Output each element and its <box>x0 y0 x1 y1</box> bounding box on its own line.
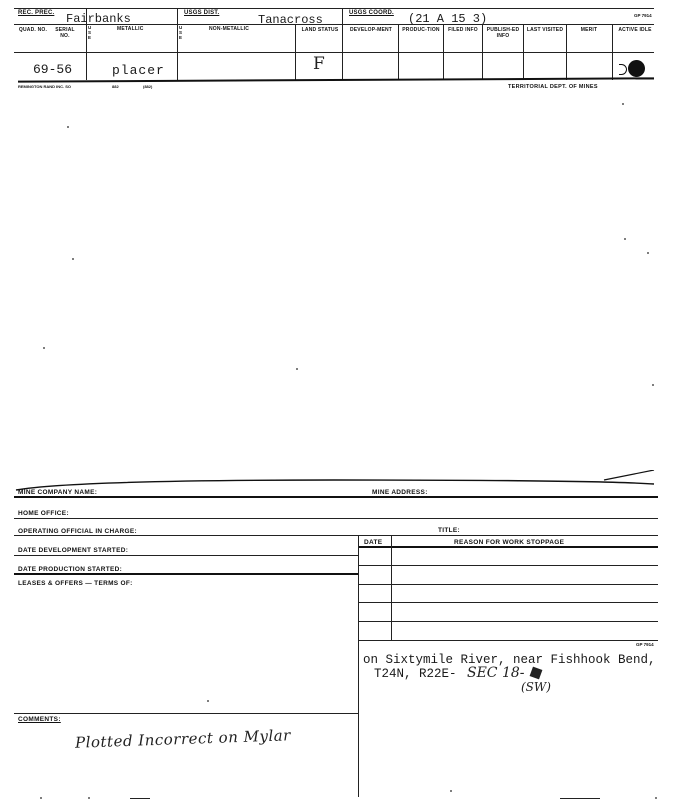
speck <box>647 252 649 254</box>
speck <box>450 790 452 792</box>
divider <box>86 8 87 80</box>
non-metallic-label: NON-METALLIC <box>209 26 250 32</box>
land-status-value: F <box>313 54 325 74</box>
usgs-coord-value: (21 A 15 3) <box>408 12 488 26</box>
leases-label: LEASES & OFFERS — TERMS OF: <box>18 580 133 587</box>
use-label-b: U S E <box>179 25 183 40</box>
mine-company-label: MINE COMPANY NAME: <box>18 489 98 496</box>
row-line <box>14 573 358 575</box>
mine-address-label: MINE ADDRESS: <box>372 489 428 496</box>
usgs-dist-value: Tanacross <box>258 13 323 27</box>
serial-label: SERIAL NO. <box>55 27 75 39</box>
comments-top-line <box>14 713 358 714</box>
develop-label: DEVELOP-MENT <box>349 27 393 33</box>
speck <box>296 368 298 370</box>
usgs-coord-label: USGS COORD. <box>349 10 394 16</box>
bottom-mark <box>560 798 600 799</box>
date-prod-label: DATE PRODUCTION STARTED: <box>18 566 123 573</box>
check-mark-icon <box>619 64 627 75</box>
operating-official-label: OPERATING OFFICIAL IN CHARGE: <box>18 528 137 535</box>
land-status-label: LAND STATUS <box>301 27 339 33</box>
sw-handwritten: (SW) <box>521 680 551 694</box>
divider <box>342 8 343 80</box>
printer-code-a: 882 <box>112 84 119 89</box>
filed-info-label: FILED INFO <box>448 27 478 33</box>
reason-row <box>358 584 658 585</box>
speck <box>655 797 657 799</box>
top-border <box>14 8 654 9</box>
reason-row <box>358 565 658 566</box>
form-number-top: GP 7914 <box>634 13 652 18</box>
reason-header-line <box>358 546 658 548</box>
reason-row <box>358 602 658 603</box>
last-visited-label: LAST VISITED <box>526 27 564 33</box>
punch-hole-icon <box>628 60 645 77</box>
date-col-divider <box>391 535 392 640</box>
top-curve-border <box>14 470 658 494</box>
active-idle-label: ACTIVE IDLE <box>618 27 652 33</box>
quad-serial-value: 69-56 <box>33 62 73 77</box>
quad-label: QUAD. NO. <box>18 27 48 33</box>
speck <box>43 347 45 349</box>
speck <box>67 126 69 128</box>
use-label-a: U S E <box>88 25 92 40</box>
location-line2: T24N, R22E- <box>374 667 457 681</box>
merit-label: MERIT <box>580 27 598 33</box>
scribble-mark-icon <box>530 667 543 680</box>
metallic-label: METALLIC <box>117 26 144 32</box>
speck <box>207 700 209 702</box>
home-office-label: HOME OFFICE: <box>18 510 69 517</box>
bottom-mark <box>130 798 150 799</box>
speck <box>40 797 42 799</box>
row-line <box>14 518 658 519</box>
row-divider <box>14 52 654 53</box>
speck <box>88 797 90 799</box>
form-number-bottom: GP 7914 <box>636 642 654 647</box>
reason-label: REASON FOR WORK STOPPAGE <box>454 539 565 546</box>
speck <box>652 384 654 386</box>
divider <box>177 8 178 80</box>
usgs-dist-label: USGS DIST. <box>184 10 220 16</box>
location-line1: on Sixtymile River, near Fishhook Bend, <box>363 653 656 667</box>
rec-prec-label: REC. PREC. <box>18 10 55 16</box>
title-label: TITLE: <box>438 527 461 534</box>
speck <box>624 238 626 240</box>
sec-handwritten: SEC 18- <box>467 665 525 681</box>
territorial-label: TERRITORIAL DEPT. OF MINES <box>508 84 598 90</box>
reason-row <box>358 621 658 622</box>
printer-imprint: REMINGTON RAND INC. SO <box>18 84 72 89</box>
row-line <box>14 535 658 536</box>
date-col-label: DATE <box>364 539 383 546</box>
speck <box>72 258 74 260</box>
comments-handwritten: Plotted Incorrect on Mylar <box>74 726 292 752</box>
date-dev-label: DATE DEVELOPMENT STARTED: <box>18 547 129 554</box>
row-divider <box>14 24 654 25</box>
production-label: PRODUC-TION <box>402 27 440 33</box>
row-line <box>14 496 658 498</box>
speck <box>622 103 624 105</box>
rec-prec-value: Fairbanks <box>66 12 131 26</box>
metallic-value: placer <box>112 63 165 78</box>
reason-row <box>358 640 658 641</box>
row-line <box>14 555 358 556</box>
printer-code-b: (882) <box>143 84 153 89</box>
header-bottom-border <box>18 77 654 82</box>
comments-label: COMMENTS: <box>18 716 61 723</box>
center-divider <box>358 535 359 797</box>
published-info-label: PUBLISH-ED INFO <box>486 27 520 39</box>
